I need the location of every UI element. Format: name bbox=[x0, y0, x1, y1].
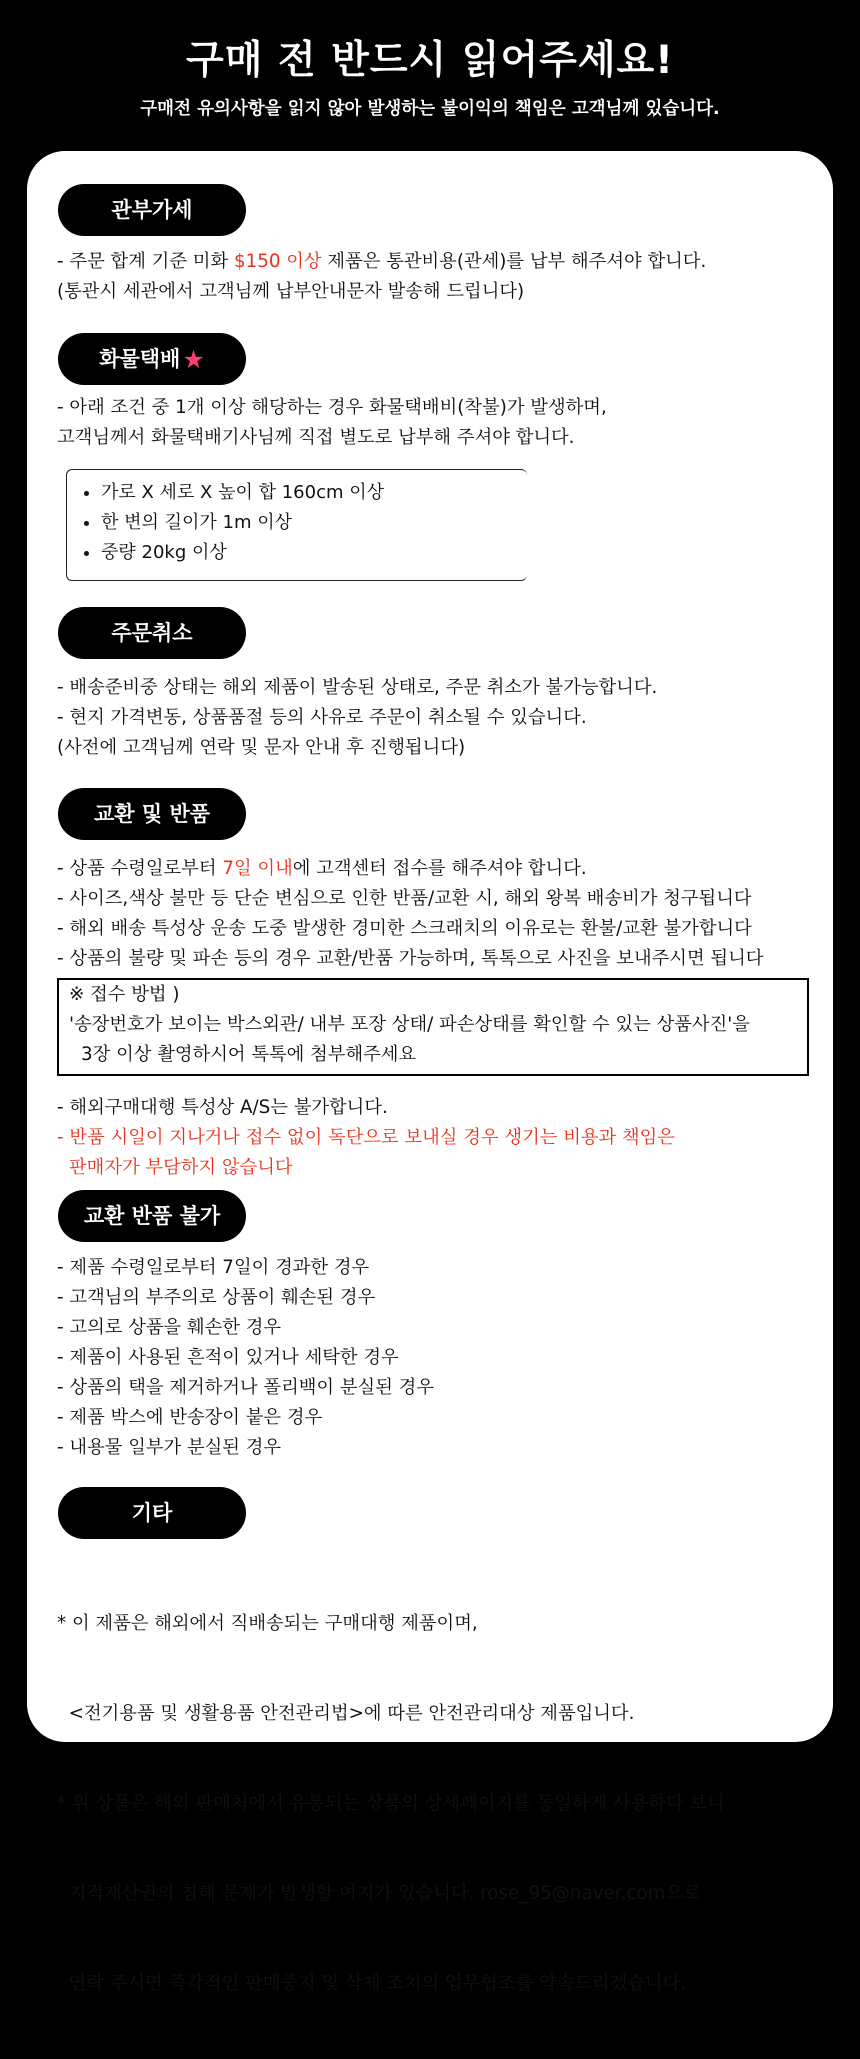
exchange-line-1-tail: 에 고객센터 접수를 해주셔야 합니다. bbox=[292, 858, 587, 879]
return-method-title: ※ 접수 방법 ) bbox=[69, 984, 180, 1005]
exchange-line: - 사이즈,색상 불만 등 단순 변심으로 인한 반품/교환 시, 해외 왕복 배송비가 청구됩니다 bbox=[57, 888, 752, 909]
freight-condition-item: • 가로 X 세로 X 높이 합 160cm 이상 bbox=[101, 478, 527, 508]
notice-card bbox=[27, 151, 833, 1994]
freight-conditions-box bbox=[66, 469, 527, 581]
section-label-cancel: 주문취소 bbox=[58, 607, 246, 659]
customs-line-1-tail: 제품은 통관비용(관세)를 납부 해주셔야 합니다. bbox=[321, 251, 707, 272]
section-label-customs: 관부가세 bbox=[58, 184, 246, 236]
etc-line: * 위 상품은 해외 판매처에서 유통되는 상품의 상세페이지를 동일하게 사용하다 보니 bbox=[57, 1793, 725, 1814]
exchange-deadline: 7일 이내 bbox=[222, 858, 293, 879]
return-method-line: '송장번호가 보이는 박스외관/ 내부 포장 상태/ 파손상태를 확인할 수 있는 상품사진'을 bbox=[69, 1014, 750, 1035]
section-label-exchange: 교환 및 반품 bbox=[58, 788, 246, 840]
no-return-line: - 내용물 일부가 분실된 경우 bbox=[57, 1437, 282, 1458]
no-return-line: - 상품의 택을 제거하거나 폴리백이 분실된 경우 bbox=[57, 1377, 434, 1398]
freight-line-1: - 아래 조건 중 1개 이상 해당하는 경우 화물택배비(착불)가 발생하며, bbox=[57, 397, 607, 418]
warning-line-2: 판매자가 부담하지 않습니다 bbox=[69, 1157, 293, 1178]
customs-threshold: $150 이상 bbox=[233, 251, 322, 272]
return-method-box bbox=[57, 978, 809, 1076]
no-return-line: - 제품이 사용된 흔적이 있거나 세탁한 경우 bbox=[57, 1347, 399, 1368]
no-return-line: - 고객님의 부주의로 상품이 훼손된 경우 bbox=[57, 1287, 376, 1308]
etc-line: <전기용품 및 생활용품 안전관리법>에 따른 안전관리대상 제품입니다. bbox=[57, 1703, 635, 1724]
cancel-line: (사전에 고객님께 연락 및 문자 안내 후 진행됩니다) bbox=[57, 737, 466, 758]
section-label-freight bbox=[58, 333, 246, 385]
freight-condition-item: • 중량 20kg 이상 bbox=[101, 538, 527, 568]
etc-line: 연락 주시면 즉각적인 판매중지 및 삭제 조치의 업무협조를 약속드리겠습니다. bbox=[57, 1973, 687, 1994]
exchange-line: - 상품의 불량 및 파손 등의 경우 교환/반품 가능하며, 톡톡으로 사진을 보내주시면 됩니다 bbox=[57, 948, 764, 969]
cancel-line: - 현지 가격변동, 상품품절 등의 사유로 주문이 취소될 수 있습니다. bbox=[57, 707, 587, 728]
exchange-line-1 bbox=[57, 854, 763, 884]
freight-label-text: 화물택배 bbox=[99, 347, 181, 371]
page-title: 구매 전 반드시 읽어주세요! bbox=[186, 38, 674, 83]
etc-line: 지적재산권의 침해 문제가 발생할 여지가 있습니다. rose_95@naver.com으로 bbox=[57, 1883, 701, 1904]
cancel-line: - 배송준비중 상태는 해외 제품이 발송된 상태로, 주문 취소가 불가능합니다. bbox=[57, 677, 658, 698]
exchange-text bbox=[57, 854, 763, 974]
freight-condition-item: • 한 변의 길이가 1m 이상 bbox=[101, 508, 527, 538]
no-return-text bbox=[57, 1253, 434, 1463]
etc-text bbox=[57, 1549, 725, 2059]
warning-line-1: - 반품 시일이 지나거나 접수 없이 독단으로 보내실 경우 생기는 비용과 책임은 bbox=[57, 1127, 675, 1148]
freight-conditions-list bbox=[67, 470, 527, 568]
no-return-line: - 제품 박스에 반송장이 붙은 경우 bbox=[57, 1407, 323, 1428]
return-method-line: 3장 이상 촬영하시어 톡톡에 첨부해주세요 bbox=[81, 1044, 417, 1065]
etc-line: * 이 제품은 해외에서 직배송되는 구매대행 제품이며, bbox=[57, 1613, 478, 1634]
customs-line-1 bbox=[57, 247, 706, 277]
section-label-etc: 기타 bbox=[58, 1487, 246, 1539]
exchange-line-1-text: - 상품 수령일로부터 bbox=[57, 858, 223, 879]
cancel-text bbox=[57, 673, 657, 763]
no-return-line: - 고의로 상품을 훼손한 경우 bbox=[57, 1317, 282, 1338]
freight-line-2: 고객님께서 화물택배기사님께 직접 별도로 납부해 주셔야 합니다. bbox=[57, 427, 575, 448]
exchange-extra-text bbox=[57, 1093, 675, 1183]
freight-text bbox=[57, 393, 607, 453]
no-return-line: - 제품 수령일로부터 7일이 경과한 경우 bbox=[57, 1257, 370, 1278]
page-subtitle: 구매전 유의사항을 읽지 않아 발생하는 불이익의 책임은 고객님께 있습니다. bbox=[140, 99, 720, 119]
exchange-line: - 해외 배송 특성상 운송 도중 발생한 경미한 스크래치의 이유로는 환불/교환 불가합니다 bbox=[57, 918, 752, 939]
star-icon: ★ bbox=[182, 345, 205, 374]
customs-text bbox=[57, 247, 706, 307]
as-notice-line: - 해외구매대행 특성상 A/S는 불가합니다. bbox=[57, 1097, 388, 1118]
customs-line-1-text: - 주문 합계 기준 미화 bbox=[57, 251, 234, 272]
section-label-no-return: 교환 반품 불가 bbox=[58, 1190, 246, 1242]
page-header bbox=[0, 0, 860, 120]
customs-line-2: (통관시 세관에서 고객님께 납부안내문자 발송해 드립니다) bbox=[57, 281, 525, 302]
